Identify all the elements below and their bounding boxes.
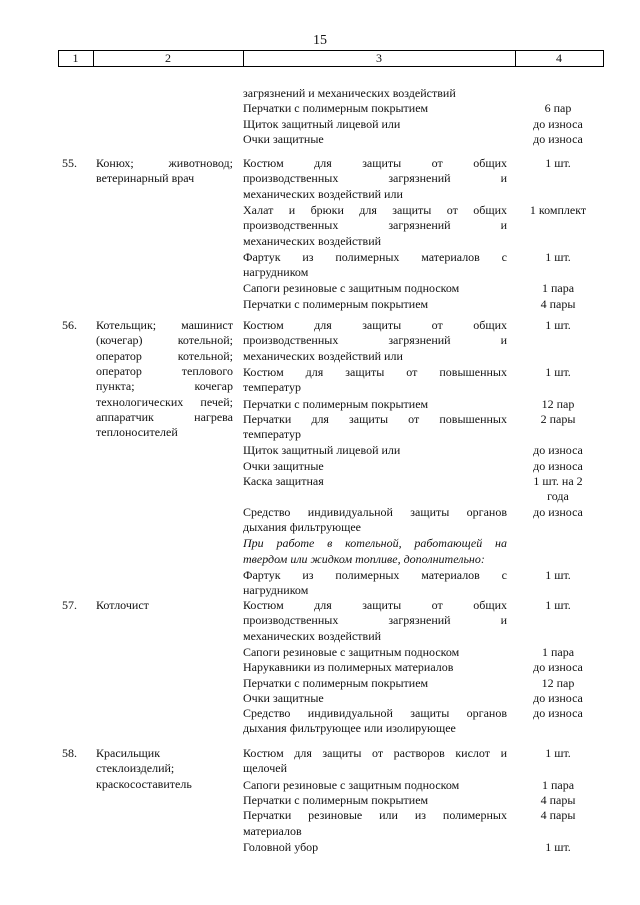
item-text: механических воздействий или bbox=[243, 348, 403, 363]
entry-number: 56. bbox=[62, 318, 77, 332]
occupation-line: теплоносителей bbox=[96, 425, 178, 440]
item-text: Фартук из полимерных материалов с bbox=[243, 249, 507, 264]
item-text: температур bbox=[243, 427, 302, 442]
item-text: твердом или жидком топливе, дополнительно: bbox=[243, 551, 485, 566]
column-2-header: 2 bbox=[165, 51, 171, 65]
item-text: Халат и брюки для защиты от общих bbox=[243, 202, 507, 217]
item-text: Щиток защитный лицевой или bbox=[243, 116, 401, 131]
entry-number: 58. bbox=[62, 746, 77, 760]
item-text: механических воздействий или bbox=[243, 186, 403, 201]
occupation-line: Красильщик bbox=[96, 746, 161, 760]
item-text: Сапоги резиновые с защитным подноском bbox=[243, 281, 460, 296]
item-text: Перчатки для защиты от повышенных bbox=[243, 411, 507, 426]
item-text: производственных загрязнений и bbox=[243, 333, 507, 348]
occupation-line: Котельщик; машинист bbox=[96, 318, 233, 332]
column-4-header: 4 bbox=[556, 51, 562, 65]
occupation-line: Конюх; животновод; bbox=[96, 156, 233, 170]
item-text: При работе в котельной, работающей на bbox=[243, 536, 507, 551]
page-number: 15 bbox=[313, 33, 327, 48]
item-text: Фартук из полимерных материалов с bbox=[243, 567, 507, 582]
item-quantity: до износа bbox=[533, 131, 583, 146]
table-header bbox=[58, 50, 604, 67]
item-text: Нарукавники из полимерных материалов bbox=[243, 660, 454, 675]
item-quantity: 1 шт. bbox=[545, 156, 571, 170]
item-quantity: до износа bbox=[533, 660, 583, 675]
item-text: нагрудником bbox=[243, 583, 309, 598]
item-quantity: 4 пары bbox=[540, 808, 576, 823]
item-text: Перчатки с полимерным покрытием bbox=[243, 675, 429, 690]
occupation-line: пункта; кочегар bbox=[96, 379, 233, 394]
item-quantity: до износа bbox=[533, 443, 583, 458]
item-quantity: 1 шт. bbox=[545, 746, 571, 760]
item-quantity: года bbox=[547, 489, 569, 504]
item-text: щелочей bbox=[243, 761, 288, 776]
item-quantity: 12 пар bbox=[541, 396, 575, 411]
item-text: нагрудником bbox=[243, 265, 309, 280]
item-quantity: 1 шт. на 2 bbox=[533, 474, 583, 488]
item-text: Костюм для защиты от общих bbox=[243, 156, 507, 170]
occupation-line: (кочегар) котельной; bbox=[96, 333, 233, 348]
item-quantity: до износа bbox=[533, 690, 583, 705]
item-quantity: 4 пары bbox=[540, 296, 576, 311]
column-1-header: 1 bbox=[72, 51, 79, 65]
occupation-line: оператор котельной; bbox=[96, 348, 233, 363]
item-text: механических воздействий bbox=[243, 628, 382, 643]
item-text: дыхания фильтрующее bbox=[243, 519, 361, 534]
item-text: Головной убор bbox=[243, 839, 319, 854]
item-text: Сапоги резиновые с защитным подноском bbox=[243, 644, 460, 659]
item-text: загрязнений и механических воздействий bbox=[243, 86, 456, 100]
item-quantity: 1 шт. bbox=[545, 839, 571, 854]
item-text: производственных загрязнений и bbox=[243, 218, 507, 233]
item-quantity: до износа bbox=[533, 458, 583, 473]
item-text: Каска защитная bbox=[243, 474, 324, 488]
item-text: Средство индивидуальной защиты органов bbox=[243, 706, 507, 721]
occupation-line: стеклоизделий; bbox=[96, 761, 175, 776]
item-text: Костюм для защиты от общих bbox=[243, 598, 507, 612]
column-3-header: 3 bbox=[376, 51, 382, 65]
item-quantity: 1 шт. bbox=[545, 318, 571, 332]
item-quantity: 4 пары bbox=[540, 792, 576, 807]
item-text: Очки защитные bbox=[243, 458, 324, 473]
item-quantity: 1 комплект bbox=[529, 202, 587, 217]
occupation-line: оператор теплового bbox=[96, 363, 233, 378]
item-text: Перчатки резиновые или из полимерных bbox=[243, 808, 507, 823]
item-quantity: 1 шт. bbox=[545, 249, 571, 264]
occupation-line: ветеринарный врач bbox=[96, 171, 195, 186]
item-quantity: 12 пар bbox=[541, 675, 575, 690]
occupation-line: Котлочист bbox=[96, 598, 149, 612]
item-quantity: 1 шт. bbox=[545, 598, 571, 612]
item-text: Перчатки с полимерным покрытием bbox=[243, 792, 429, 807]
item-quantity: до износа bbox=[533, 706, 583, 721]
item-text: материалов bbox=[243, 823, 302, 838]
item-text: Костюм для защиты от растворов кислот и bbox=[243, 746, 507, 760]
item-text: температур bbox=[243, 380, 302, 395]
item-text: Перчатки с полимерным покрытием bbox=[243, 296, 429, 311]
item-text: Средство индивидуальной защиты органов bbox=[243, 504, 507, 519]
item-quantity: 1 пара bbox=[541, 644, 575, 659]
entry-number: 55. bbox=[62, 156, 77, 170]
item-text: Очки защитные bbox=[243, 131, 324, 146]
item-text: Перчатки с полимерным покрытием bbox=[243, 396, 429, 411]
item-text: Костюм для защиты от общих bbox=[243, 318, 507, 332]
occupation-line: краскосоставитель bbox=[96, 776, 192, 791]
occupation-line: технологических печей; bbox=[96, 394, 233, 409]
item-quantity: 1 шт. bbox=[545, 364, 571, 379]
item-quantity: 1 пара bbox=[541, 281, 575, 296]
item-quantity: 1 пара bbox=[541, 777, 575, 792]
item-text: производственных загрязнений и bbox=[243, 613, 507, 628]
entry-number: 57. bbox=[62, 598, 77, 612]
item-quantity: 6 пар bbox=[544, 101, 572, 116]
item-text: Щиток защитный лицевой или bbox=[243, 443, 401, 458]
item-text: Сапоги резиновые с защитным подноском bbox=[243, 777, 460, 792]
item-text: производственных загрязнений и bbox=[243, 171, 507, 186]
occupation-line: аппаратчик нагрева bbox=[96, 409, 233, 424]
item-quantity: 2 пары bbox=[540, 411, 576, 426]
item-quantity: до износа bbox=[533, 504, 583, 519]
item-text: механических воздействий bbox=[243, 233, 382, 248]
item-quantity: до износа bbox=[533, 116, 583, 131]
item-text: Очки защитные bbox=[243, 690, 324, 705]
item-text: дыхания фильтрующее или изолирующее bbox=[243, 721, 456, 736]
item-quantity: 1 шт. bbox=[545, 567, 571, 582]
item-text: Костюм для защиты от повышенных bbox=[243, 364, 507, 379]
item-text: Перчатки с полимерным покрытием bbox=[243, 101, 429, 116]
